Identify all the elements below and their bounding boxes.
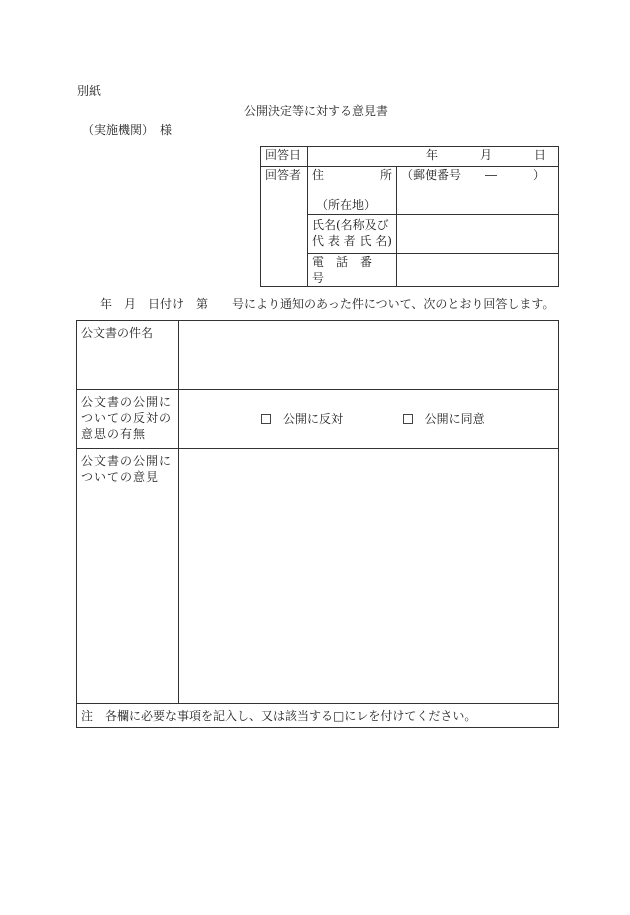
name-field[interactable]	[397, 215, 559, 254]
month-label: 月	[480, 148, 493, 162]
main-table	[76, 320, 559, 728]
phone-label: 電 話 番 号	[308, 254, 397, 287]
intro-sentence: 年 月 日付け 第 号により通知のあった件について、次のとおり回答します。	[100, 297, 555, 311]
agree-checkbox[interactable]	[403, 414, 413, 424]
name-label-line1: 氏名(名称及び	[312, 218, 389, 232]
year-label: 年	[426, 148, 439, 162]
document-title: 公開決定等に対する意見書	[244, 104, 389, 118]
subject-label: 公文書の件名	[77, 321, 179, 390]
address-char-2: 所	[379, 168, 392, 182]
location-label: （所在地）	[316, 198, 377, 212]
objection-label: 公文書の公開についての反対の意思の有無	[77, 390, 179, 449]
address-label	[308, 167, 397, 215]
address-field[interactable]	[397, 167, 559, 215]
oppose-option[interactable]	[261, 412, 343, 426]
oppose-checkbox[interactable]	[261, 414, 271, 424]
day-label: 日	[534, 148, 547, 162]
postal-code-label: （郵便番号 ― ）	[401, 168, 546, 182]
objection-options	[179, 390, 559, 449]
attachment-label: 別紙	[77, 84, 102, 98]
oppose-label: 公開に反対	[283, 412, 344, 426]
response-date-field[interactable]	[308, 147, 559, 167]
agree-label: 公開に同意	[424, 412, 485, 426]
response-table	[260, 146, 559, 287]
phone-field[interactable]	[397, 254, 559, 287]
name-label	[308, 215, 397, 254]
address-char-1: 住	[312, 168, 325, 182]
respondent-label: 回答者	[261, 167, 308, 287]
addressee: （実施機関） 様	[82, 123, 173, 137]
opinion-field[interactable]	[179, 449, 559, 704]
note: 注 各欄に必要な事項を記入し、又は該当する□にレを付けてください。	[77, 704, 559, 728]
agree-option[interactable]	[403, 412, 485, 426]
name-label-line2: 代 表 者 氏 名)	[312, 234, 392, 248]
response-date-label: 回答日	[261, 147, 308, 167]
subject-field[interactable]	[179, 321, 559, 390]
opinion-label: 公文書の公開についての意見	[77, 449, 179, 704]
